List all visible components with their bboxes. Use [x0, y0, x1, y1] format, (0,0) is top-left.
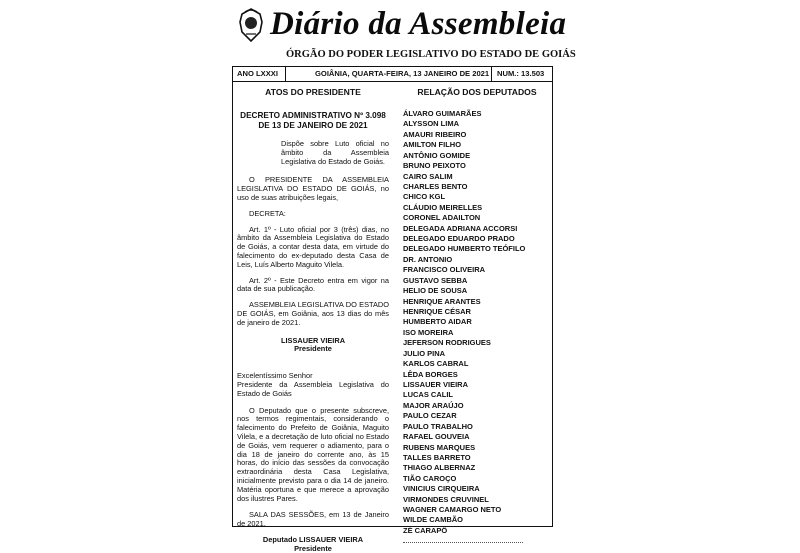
deputy-name: PAULO CEZAR — [403, 411, 457, 421]
deputy-name: FRANCISCO OLIVEIRA — [403, 265, 486, 275]
deputy-name: HELIO DE SOUSA — [403, 286, 468, 296]
newspaper-title: Diário da Assembleia — [270, 6, 567, 42]
info-divider — [491, 67, 492, 81]
deputy-name: BRUNO PEIXOTO — [403, 161, 466, 171]
deputy-name: VIRMONDES CRUVINEL — [403, 494, 489, 504]
deputy-name: DR. ANTONIO — [403, 254, 453, 264]
deputy-name: ZÉ CARAPÔ — [403, 525, 448, 535]
deputy-name: HUMBERTO AIDAR — [403, 317, 472, 327]
deputy-name: MAJOR ARAÚJO — [403, 400, 464, 410]
deputy-name: ISO MOREIRA — [403, 327, 454, 337]
edition-date: GOIÂNIA, QUARTA-FEIRA, 13 JANEIRO DE 2021 — [315, 69, 490, 78]
deputy-name: LISSAUER VIEIRA — [403, 379, 469, 389]
session-hall-date: SALA DAS SESSÕES, em 13 de Janeiro de 2021. — [237, 510, 389, 529]
newspaper-subtitle: ÓRGÃO DO PODER LEGISLATIVO DO ESTADO DE GOIÁS — [286, 49, 576, 60]
state-seal-icon — [238, 8, 264, 42]
deputy-name: HENRIQUE CÉSAR — [403, 307, 471, 317]
deputy-name: TALLES BARRETO — [403, 452, 471, 462]
adjournment-request: O Deputado que o presente subscreve, nos termos regimentais, considerando o falecimento do Prefeito de Goiânia, Maguito Vilela, e a decretação de luto oficial no Estado de Goiás, vem requerer o adiamento, para o dia 18 de janeiro do corrente ano, às 15 horas, do início das sessões da convocação extraordinária desta Casa Legislativa, inicialmente previsto para o dia 14 de janeiro. Matéria oportuna e que merece a aprovação dos ilustres Pares. — [237, 405, 389, 503]
acts-heading: ATOS DO PRESIDENTE — [265, 87, 361, 97]
deputy-name: LUCAS CALIL — [403, 390, 453, 400]
deputy-name: DELEGADO HUMBERTO TEÓFILO — [403, 244, 526, 254]
signer-name: LISSAUER VIEIRA — [280, 335, 346, 345]
acts-column — [237, 87, 389, 553]
final-signer-role: Presidente — [294, 543, 332, 553]
deputy-name: JULIO PINA — [403, 348, 446, 358]
dotted-rule — [403, 542, 523, 543]
deputy-name: ANTÔNIO GOMIDE — [403, 150, 471, 160]
deputy-name: CHICO KGL — [403, 192, 446, 202]
deputy-name: GUSTAVO SEBBA — [403, 275, 468, 285]
edition-year: ANO LXXXI — [237, 69, 278, 78]
deputy-name: AMILTON FILHO — [403, 140, 462, 150]
article-1: Art. 1º - Luto oficial por 3 (três) dias, no âmbito da Assembleia Legislativa do Estado de Goiás, a contar desta data, em virtude do falecimento do ex-deputado desta Casa de Leis, Luís Alberto Maguito Vilela. — [237, 224, 389, 269]
addressee: Presidente da Assembleia Legislativa do Estado de Goiás — [237, 379, 389, 398]
final-signer: Deputado LISSAUER VIEIRA — [262, 534, 364, 544]
deputy-name: CAIRO SALIM — [403, 171, 453, 181]
deputy-name: CORONEL ADAILTON — [403, 213, 481, 223]
deputy-name: RAFAEL GOUVEIA — [403, 432, 470, 442]
decree-title: DECRETO ADMINISTRATIVO Nº 3.098 DE 13 DE JANEIRO DE 2021 — [240, 111, 386, 130]
decreta-label: DECRETA: — [249, 208, 286, 218]
deputy-name: JEFERSON RODRIGUES — [403, 338, 491, 348]
deputy-name: DELEGADA ADRIANA ACCORSI — [403, 223, 518, 233]
deputy-list — [403, 109, 551, 536]
article-2: Art. 2º - Este Decreto entra em vigor na data de sua publicação. — [237, 275, 389, 294]
deputy-name: TIÃO CAROÇO — [403, 473, 457, 483]
deputy-name: CHARLES BENTO — [403, 181, 468, 191]
deputy-name: THIAGO ALBERNAZ — [403, 463, 476, 473]
deputy-name: KARLOS CABRAL — [403, 359, 469, 369]
deputy-name: PAULO TRABALHO — [403, 421, 473, 431]
decree-preamble: O PRESIDENTE DA ASSEMBLEIA LEGISLATIVA DO ESTADO DE GOIÁS, no uso de suas atribuições legais, — [237, 175, 389, 202]
deputies-column — [403, 87, 551, 543]
deputy-name: CLÁUDIO MEIRELLES — [403, 202, 483, 212]
deputy-name: ÁLVARO GUIMARÃES — [403, 109, 482, 118]
info-bar — [233, 67, 552, 82]
decree-summary: Dispõe sobre Luto oficial no âmbito da Assembleia Legislativa do Estado de Goiás. — [281, 139, 389, 166]
page-frame — [232, 66, 553, 553]
signer-role: Presidente — [294, 344, 332, 354]
deputy-name: DELEGADO EDUARDO PRADO — [403, 234, 515, 244]
deputy-name: ALYSSON LIMA — [403, 119, 459, 129]
salutation: Excelentíssimo Senhor — [237, 371, 313, 381]
deputy-name: LÊDA BORGES — [403, 369, 458, 379]
deputy-name: WILDE CAMBÃO — [403, 515, 463, 525]
edition-number: NUM.: 13.503 — [497, 69, 545, 78]
deputies-heading: RELAÇÃO DOS DEPUTADOS — [417, 87, 537, 97]
masthead — [232, 6, 572, 46]
info-divider — [285, 67, 286, 81]
deputy-name: AMAURI RIBEIRO — [403, 129, 467, 139]
deputy-name: RUBENS MARQUES — [403, 442, 476, 452]
decree-closing: ASSEMBLEIA LEGISLATIVA DO ESTADO DE GOIÁS, em Goiânia, aos 13 dias do mês de janeiro de 2021. — [237, 300, 389, 327]
deputy-name: VINICIUS CIRQUEIRA — [403, 484, 480, 494]
deputy-name: WAGNER CAMARGO NETO — [403, 505, 502, 515]
deputy-name: HENRIQUE ARANTES — [403, 296, 481, 306]
